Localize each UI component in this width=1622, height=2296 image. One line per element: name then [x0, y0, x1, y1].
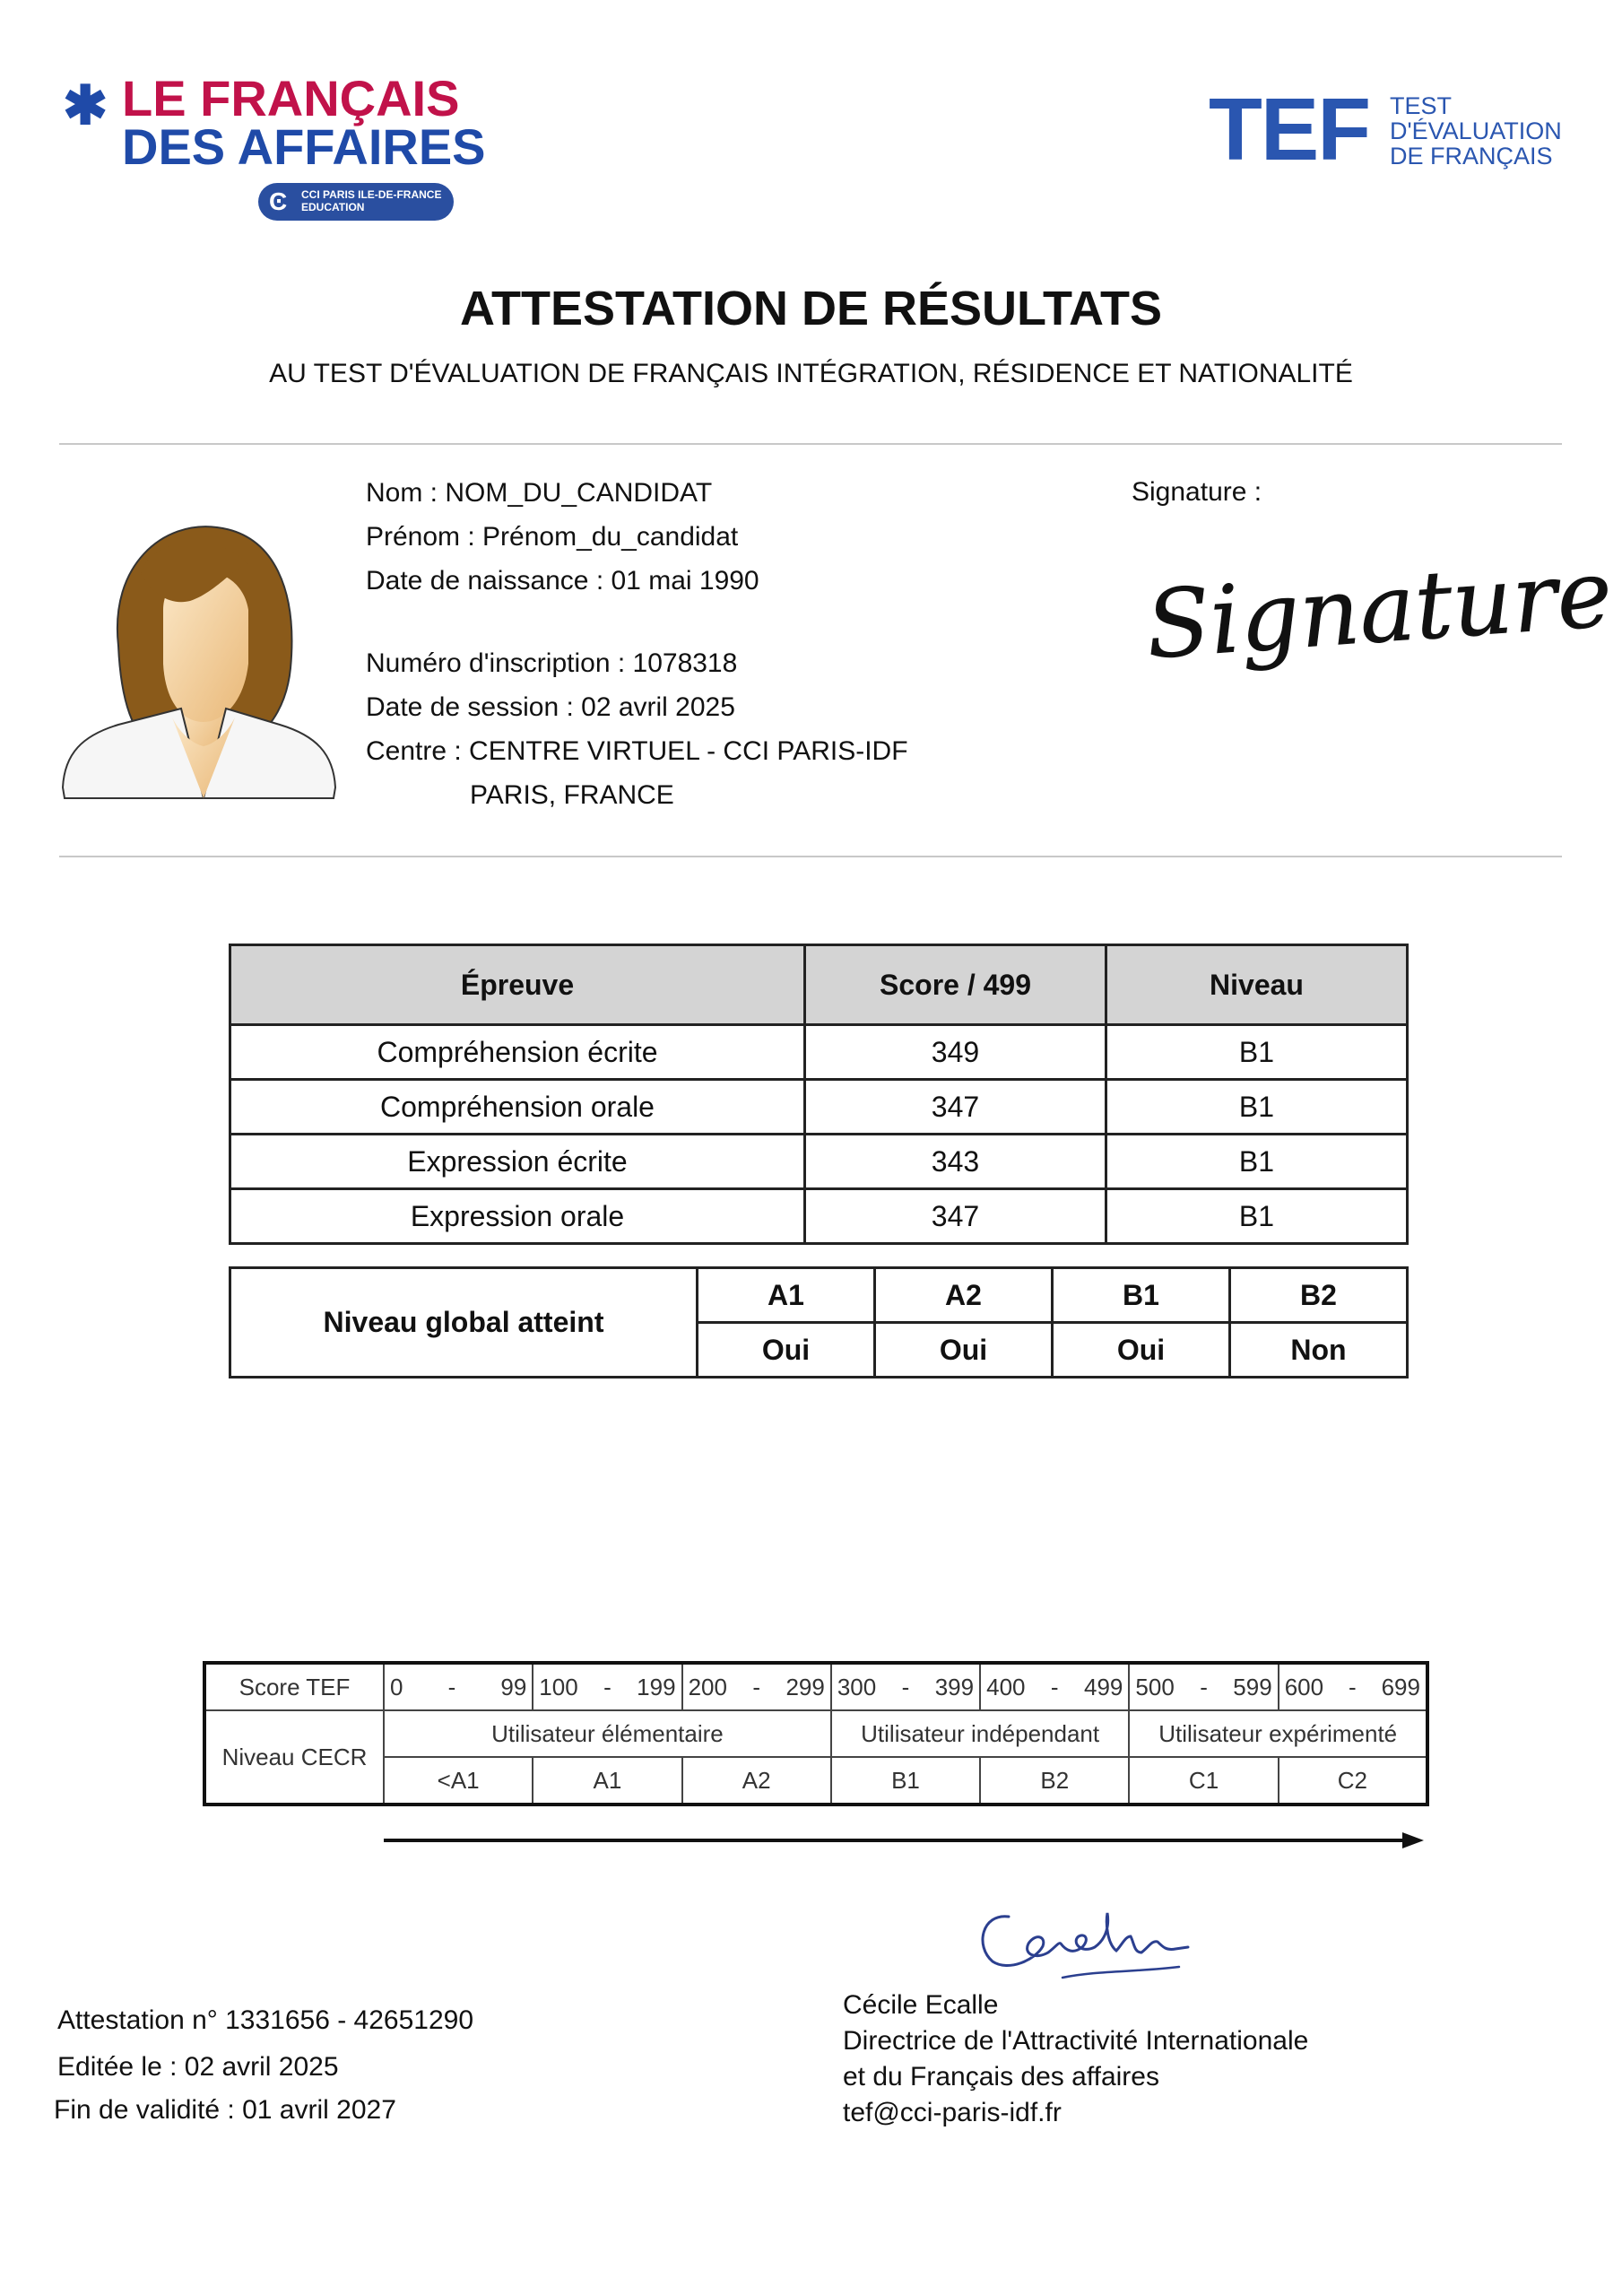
edition-date: Editée le : 02 avril 2025	[57, 2052, 339, 2082]
table-row	[230, 1025, 1408, 1080]
divider-middle	[59, 856, 1562, 857]
signature-text: Signature	[1142, 538, 1616, 681]
signature-label: Signature :	[1132, 477, 1262, 507]
candidate-signature	[1139, 538, 1616, 709]
level-b1-value: Oui	[1053, 1323, 1230, 1378]
avatar	[56, 511, 343, 798]
score-range: 600 - 699	[1279, 1663, 1427, 1710]
level-a2-value: Oui	[875, 1323, 1053, 1378]
cecr-level: B1	[831, 1757, 980, 1805]
validity-date: Fin de validité : 01 avril 2027	[54, 2095, 396, 2125]
score-tef-label: Score TEF	[204, 1663, 384, 1710]
row-niveau: B1	[1106, 1080, 1408, 1135]
logo-line1: LE FRANÇAIS	[122, 70, 460, 126]
tef-line2: D'ÉVALUATION	[1390, 117, 1562, 144]
scale-level-row	[204, 1757, 1427, 1805]
candidate-registration: Numéro d'inscription : 1078318	[366, 648, 738, 678]
row-niveau: B1	[1106, 1135, 1408, 1189]
row-epreuve: Compréhension orale	[230, 1080, 805, 1135]
asterisk-icon: ✱	[63, 75, 108, 135]
logo-tef	[1209, 80, 1585, 179]
score-range: 300 - 399	[831, 1663, 980, 1710]
signatory-email: tef@cci-paris-idf.fr	[843, 2098, 1062, 2127]
score-range: 400 - 499	[980, 1663, 1129, 1710]
candidate-session-date: Date de session : 02 avril 2025	[366, 692, 735, 722]
results-table	[229, 944, 1409, 1245]
cecr-level: C2	[1279, 1757, 1427, 1805]
level-b2-value: Non	[1230, 1323, 1408, 1378]
logo-line2: DES AFFAIRES	[122, 118, 486, 175]
candidate-prenom: Prénom : Prénom_du_candidat	[366, 522, 739, 552]
row-epreuve: Expression écrite	[230, 1135, 805, 1189]
table-row	[230, 1080, 1408, 1135]
row-epreuve: Compréhension écrite	[230, 1025, 805, 1080]
signatory-title-1: Directrice de l'Attractivité Internationale	[843, 2026, 1309, 2056]
header-score: Score / 499	[805, 945, 1106, 1025]
cecr-level: A1	[533, 1757, 681, 1805]
score-range: 500 - 599	[1129, 1663, 1278, 1710]
scale-score-row	[204, 1663, 1427, 1710]
level-a1: A1	[698, 1268, 875, 1323]
divider-top	[59, 443, 1562, 445]
tef-line3: DE FRANÇAIS	[1390, 143, 1553, 170]
badge-line1: CCI PARIS ILE-DE-FRANCE	[301, 188, 442, 201]
group-experimente: Utilisateur expérimenté	[1129, 1710, 1427, 1757]
group-independant: Utilisateur indépendant	[831, 1710, 1130, 1757]
row-score: 349	[805, 1025, 1106, 1080]
score-range: 0 - 99	[384, 1663, 533, 1710]
level-b2: B2	[1230, 1268, 1408, 1323]
page-subtitle: AU TEST D'ÉVALUATION DE FRANÇAIS INTÉGRATION, RÉSIDENCE ET NATIONALITÉ	[269, 359, 1353, 388]
cecr-level: B2	[980, 1757, 1129, 1805]
level-a2: A2	[875, 1268, 1053, 1323]
global-level-label: Niveau global atteint	[230, 1268, 698, 1378]
candidate-centre-city: PARIS, FRANCE	[470, 780, 674, 810]
candidate-centre: Centre : CENTRE VIRTUEL - CCI PARIS-IDF	[366, 736, 908, 766]
candidate-birthdate: Date de naissance : 01 mai 1990	[366, 566, 759, 596]
tef-line1: TEST	[1390, 92, 1453, 119]
row-niveau: B1	[1106, 1189, 1408, 1244]
tef-wordmark: TEF	[1209, 80, 1370, 178]
row-epreuve: Expression orale	[230, 1189, 805, 1244]
table-row	[230, 1135, 1408, 1189]
scale-group-row	[204, 1710, 1427, 1757]
level-b1: B1	[1053, 1268, 1230, 1323]
cecr-level: C1	[1129, 1757, 1278, 1805]
level-a1-value: Oui	[698, 1323, 875, 1378]
row-score: 347	[805, 1080, 1106, 1135]
director-signature	[973, 1897, 1224, 1996]
tef-cecr-scale-table	[203, 1661, 1429, 1806]
badge-line2: EDUCATION	[301, 201, 365, 213]
score-range: 100 - 199	[533, 1663, 681, 1710]
header-niveau: Niveau	[1106, 945, 1408, 1025]
cci-mark-icon: Ͼ	[269, 187, 288, 215]
row-niveau: B1	[1106, 1025, 1408, 1080]
cci-badge	[258, 183, 454, 221]
attestation-number: Attestation n° 1331656 - 42651290	[57, 2005, 474, 2035]
results-header-row	[230, 945, 1408, 1025]
progression-arrow-icon	[384, 1830, 1424, 1851]
header-epreuve: Épreuve	[230, 945, 805, 1025]
cecr-level: <A1	[384, 1757, 533, 1805]
signatory-name: Cécile Ecalle	[843, 1990, 999, 2020]
candidate-nom: Nom : NOM_DU_CANDIDAT	[366, 478, 713, 508]
global-level-table	[229, 1266, 1409, 1378]
cecr-level: A2	[682, 1757, 831, 1805]
signatory-title-2: et du Français des affaires	[843, 2062, 1159, 2092]
page-title: ATTESTATION DE RÉSULTATS	[460, 282, 1162, 335]
row-score: 347	[805, 1189, 1106, 1244]
logo-le-francais-des-affaires	[63, 70, 486, 226]
table-row	[230, 1189, 1408, 1244]
row-score: 343	[805, 1135, 1106, 1189]
niveau-cecr-label: Niveau CECR	[204, 1710, 384, 1805]
score-range: 200 - 299	[682, 1663, 831, 1710]
group-elementaire: Utilisateur élémentaire	[384, 1710, 831, 1757]
